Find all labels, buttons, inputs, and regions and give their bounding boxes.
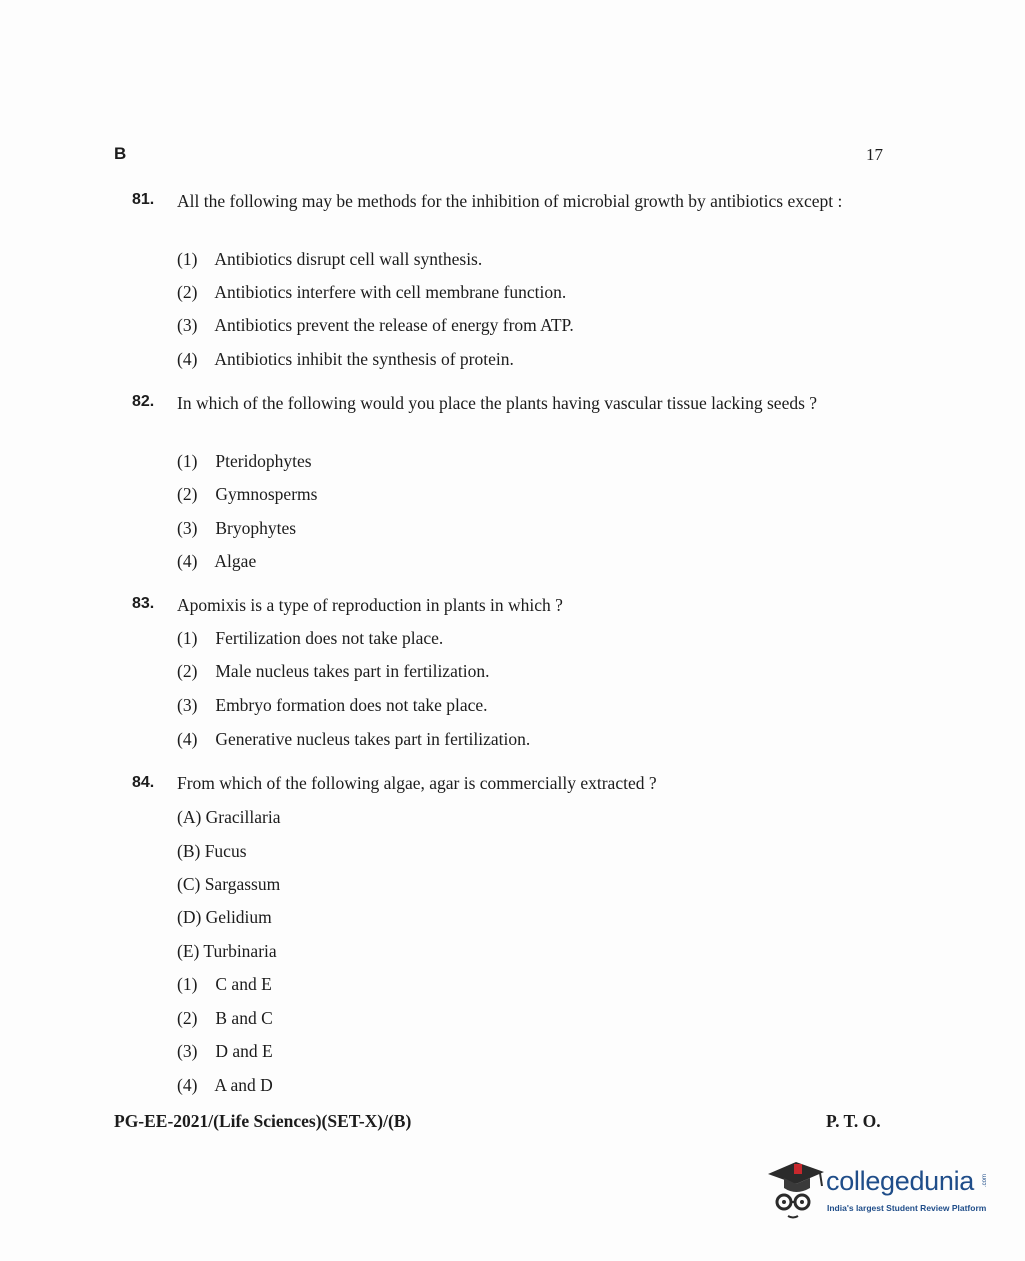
- option-text: Antibiotics inhibit the synthesis of protein.: [214, 349, 514, 369]
- option: [177, 484, 317, 505]
- option-number: (4): [177, 729, 198, 749]
- option: [177, 661, 489, 682]
- option: [177, 1041, 273, 1062]
- option-text: Embryo formation does not take place.: [215, 695, 488, 715]
- option-number: (2): [177, 282, 198, 302]
- item-text: Fucus: [204, 841, 247, 861]
- brand-tagline: India's largest Student Review Platform: [827, 1203, 987, 1213]
- mascot-graduation-cap-icon: [766, 1156, 826, 1222]
- option-text: Generative nucleus takes part in fertilization.: [215, 729, 531, 749]
- question-text: From which of the following algae, agar is commercially extracted ?: [177, 773, 657, 793]
- set-code: B: [114, 144, 127, 163]
- option-text: A and D: [214, 1075, 273, 1095]
- option: [177, 282, 566, 303]
- option-text: Antibiotics disrupt cell wall synthesis.: [214, 249, 483, 269]
- item: [177, 807, 280, 828]
- option-number: (4): [177, 551, 198, 571]
- option-number: (3): [177, 518, 198, 538]
- option: [177, 551, 256, 572]
- option-number: (4): [177, 349, 198, 369]
- option: [177, 974, 272, 995]
- option-text: Fertilization does not take place.: [215, 628, 444, 648]
- option-text: Antibiotics interfere with cell membrane function.: [214, 282, 567, 302]
- option-text: Bryophytes: [215, 518, 297, 538]
- option-number: (2): [177, 1008, 198, 1028]
- option: [177, 315, 574, 336]
- question-text: All the following may be methods for the inhibition of microbial growth by antibiotics except :: [177, 191, 843, 211]
- option-text: Male nucleus takes part in fertilization.: [215, 661, 490, 681]
- item-text: Gelidium: [205, 907, 272, 927]
- option-number: (2): [177, 661, 198, 681]
- option-number: (4): [177, 1075, 198, 1095]
- brand-name: collegedunia: [826, 1166, 975, 1196]
- option: [177, 695, 488, 716]
- option-text: D and E: [215, 1041, 273, 1061]
- brand-domain: .com: [982, 1174, 988, 1188]
- option: [177, 729, 530, 750]
- option-text: Antibiotics prevent the release of energy from ATP.: [214, 315, 574, 335]
- item-number: (D): [177, 907, 202, 927]
- item-number: (A): [177, 807, 202, 827]
- question-number: 84.: [132, 774, 155, 791]
- option-number: (1): [177, 249, 198, 269]
- collegedunia-logo[interactable]: [766, 1156, 996, 1226]
- option-text: Gymnosperms: [215, 484, 318, 504]
- option-number: (2): [177, 484, 198, 504]
- option: [177, 518, 296, 539]
- option-number: (3): [177, 695, 198, 715]
- option: [177, 249, 482, 270]
- item-number: (C): [177, 874, 201, 894]
- question-text: Apomixis is a type of reproduction in plants in which ?: [177, 595, 563, 615]
- option-text: Algae: [214, 551, 257, 571]
- option-number: (3): [177, 315, 198, 335]
- option: [177, 349, 514, 370]
- item-number: (E): [177, 941, 200, 961]
- option-text: B and C: [215, 1008, 273, 1028]
- question-number: 81.: [132, 191, 155, 208]
- option: [177, 1075, 273, 1096]
- exam-code: PG-EE-2021/(Life Sciences)(SET-X)/(B): [114, 1111, 412, 1131]
- item-text: Gracillaria: [205, 807, 281, 827]
- option-number: (3): [177, 1041, 198, 1061]
- page-number: 17: [866, 145, 883, 164]
- option: [177, 628, 443, 649]
- option-number: (1): [177, 628, 198, 648]
- option-number: (1): [177, 451, 198, 471]
- item-text: Turbinaria: [203, 941, 277, 961]
- item: [177, 941, 277, 962]
- option-text: C and E: [215, 974, 272, 994]
- item: [177, 874, 280, 895]
- option-text: Pteridophytes: [215, 451, 312, 471]
- question-number: 83.: [132, 595, 155, 612]
- option: [177, 451, 312, 472]
- item-number: (B): [177, 841, 201, 861]
- question-text: In which of the following would you place the plants having vascular tissue lacking seeds ?: [177, 393, 818, 413]
- question-number: 82.: [132, 393, 155, 410]
- pto-label: P. T. O.: [826, 1111, 881, 1131]
- option: [177, 1008, 273, 1029]
- item: [177, 907, 272, 928]
- option-number: (1): [177, 974, 198, 994]
- item-text: Sargassum: [204, 874, 281, 894]
- item: [177, 841, 247, 862]
